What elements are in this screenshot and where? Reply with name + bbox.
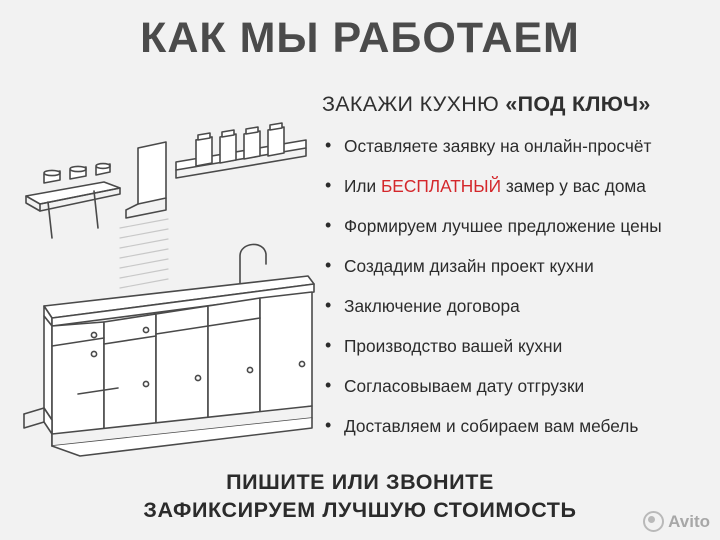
kitchen-line-drawing: [8, 78, 320, 458]
avito-watermark: [643, 511, 710, 532]
list-item: [322, 295, 714, 318]
footer-line-1: ПИШИТЕ ИЛИ ЗВОНИТЕ: [226, 470, 494, 494]
avito-logo-icon: [643, 511, 664, 532]
list-item: [322, 415, 714, 438]
list-item-text-pre: Оставляете заявку на онлайн-просчёт: [344, 136, 652, 156]
list-item-text-pre: Заключение договора: [344, 296, 520, 316]
subtitle-strong: «ПОД КЛЮЧ»: [505, 92, 651, 116]
list-item: [322, 175, 714, 198]
steps-list: [322, 135, 714, 438]
list-item: [322, 375, 714, 398]
watermark-label: Avito: [668, 511, 710, 531]
list-item-text-pre: Согласовываем дату отгрузки: [344, 376, 585, 396]
list-item-text-pre: Или: [344, 176, 381, 196]
list-item: [322, 335, 714, 358]
list-item-text-pre: Формируем лучшее предложение цены: [344, 216, 662, 236]
list-item: [322, 215, 714, 238]
list-item-text-pre: Производство вашей кухни: [344, 336, 563, 356]
footer-call-to-action: [0, 468, 720, 524]
list-item: [322, 135, 714, 158]
list-item-text-pre: Доставляем и собираем вам мебель: [344, 416, 639, 436]
footer-line-2: ЗАФИКСИРУЕМ ЛУЧШУЮ СТОИМОСТЬ: [143, 498, 577, 522]
list-item-text-pre: Создадим дизайн проект кухни: [344, 256, 594, 276]
list-item-text-highlight: БЕСПЛАТНЫЙ: [380, 176, 502, 196]
subtitle-plain: ЗАКАЖИ КУХНЮ: [322, 92, 506, 116]
page-title: КАК МЫ РАБОТАЕМ: [140, 14, 580, 62]
content-column: [322, 92, 714, 455]
list-item: [322, 255, 714, 278]
subtitle: [322, 92, 714, 117]
list-item-text-post: замер у вас дома: [501, 176, 646, 196]
